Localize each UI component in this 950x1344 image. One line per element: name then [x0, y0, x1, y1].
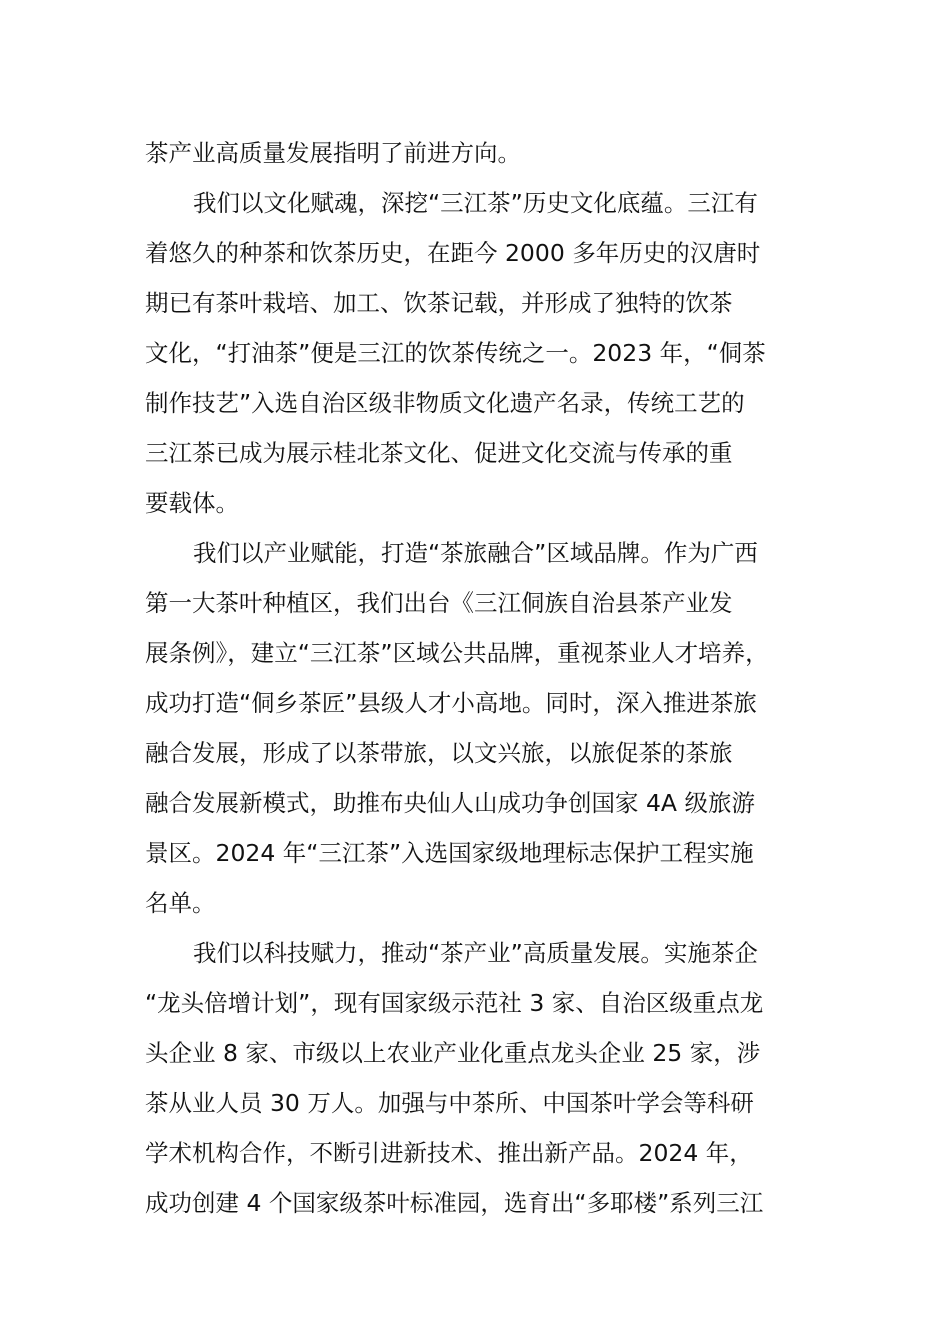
text-line-20: 茶从业人员 30 万人。加强与中茶所、中国茶叶学会等科研 — [145, 1089, 754, 1117]
text-line-19: 头企业 8 家、市级以上农业产业化重点龙头企业 25 家，涉 — [145, 1039, 761, 1067]
text-line-5: 文化，“打油茶”便是三江的饮茶传统之一。2023 年，“侗茶 — [145, 339, 766, 367]
text-line-3: 着悠久的种茶和饮茶历史，在距今 2000 多年历史的汉唐时 — [145, 239, 761, 267]
paragraph-culture-start: 我们以文化赋魂，深挖“三江茶”历史文化底蕴。三江有 — [193, 189, 758, 217]
text-line-15: 景区。2024 年“三江茶”入选国家级地理标志保护工程实施 — [145, 839, 754, 867]
text-line-11: 展条例》，建立“三江茶”区域公共品牌，重视茶业人才培养， — [145, 639, 769, 667]
text-line-16: 名单。 — [145, 889, 216, 917]
text-line-6: 制作技艺”入选自治区级非物质文化遗产名录，传统工艺的 — [145, 389, 745, 417]
document-page — [145, 128, 825, 1228]
paragraph-industry-start: 我们以产业赋能，打造“茶旅融合”区域品牌。作为广西 — [193, 539, 758, 567]
text-line-21: 学术机构合作，不断引进新技术、推出新产品。2024 年， — [145, 1139, 753, 1167]
text-line-8: 要载体。 — [145, 489, 239, 517]
text-line-10: 第一大茶叶种植区，我们出台《三江侗族自治县茶产业发 — [145, 589, 733, 617]
paragraph-technology-start: 我们以科技赋力，推动“茶产业”高质量发展。实施茶企 — [193, 939, 758, 967]
text-line-13: 融合发展，形成了以茶带旅，以文兴旅，以旅促茶的茶旅 — [145, 739, 733, 767]
text-line-7: 三江茶已成为展示桂北茶文化、促进文化交流与传承的重 — [145, 439, 733, 467]
text-line-14: 融合发展新模式，助推布央仙人山成功争创国家 4A 级旅游 — [145, 789, 755, 817]
text-line-12: 成功打造“侗乡茶匠”县级人才小高地。同时，深入推进茶旅 — [145, 689, 757, 717]
text-line-22: 成功创建 4 个国家级茶叶标准园，选育出“多耶楼”系列三江 — [145, 1189, 764, 1217]
text-line-1: 茶产业高质量发展指明了前进方向。 — [145, 139, 521, 167]
text-line-18: “龙头倍增计划”，现有国家级示范社 3 家、自治区级重点龙 — [145, 989, 764, 1017]
text-line-4: 期已有茶叶栽培、加工、饮茶记载，并形成了独特的饮茶 — [145, 289, 733, 317]
